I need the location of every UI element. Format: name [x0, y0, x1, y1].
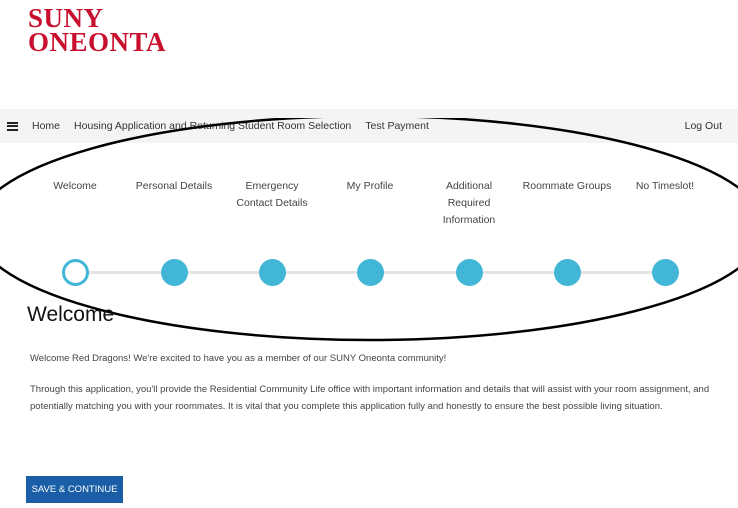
step-dot-emergency-contact[interactable]	[259, 259, 286, 286]
step-dot-personal-details[interactable]	[161, 259, 188, 286]
nav-housing-application[interactable]: Housing Application and Returning Student Room Selection	[74, 120, 352, 132]
suny-oneonta-logo[interactable]	[28, 3, 167, 57]
step-dot-welcome[interactable]	[62, 259, 89, 286]
step-label-welcome[interactable]: Welcome	[53, 180, 97, 192]
wizard-step-labels	[0, 178, 738, 238]
step-dot-no-timeslot[interactable]	[652, 259, 679, 286]
top-navbar	[0, 109, 738, 143]
step-label-additional-info[interactable]: Additional Required Information	[442, 180, 496, 226]
step-label-personal-details[interactable]: Personal Details	[135, 180, 213, 192]
save-continue-button[interactable]: SAVE & CONTINUE	[26, 476, 123, 503]
step-dot-roommate-groups[interactable]	[554, 259, 581, 286]
intro-paragraph: Through this application, you'll provide the Residential Community Life office with important information and details that will assist with your room assignment, and potentially matching you with your roommates. It is vital that you complete this application fully and honestly to ensure the best possible living situation.	[30, 384, 710, 412]
step-label-roommate-groups[interactable]: Roommate Groups	[522, 180, 612, 192]
step-label-emergency-contact[interactable]: Emergency Contact Details	[236, 180, 308, 209]
step-dot-my-profile[interactable]	[357, 259, 384, 286]
step-label-no-timeslot[interactable]: No Timeslot!	[635, 180, 695, 192]
logout-link[interactable]: Log Out	[684, 120, 722, 132]
step-label-my-profile[interactable]: My Profile	[346, 180, 394, 192]
nav-home[interactable]: Home	[32, 120, 61, 132]
welcome-paragraph: Welcome Red Dragons! We're excited to have you as a member of our SUNY Oneonta community!	[30, 353, 447, 364]
hamburger-menu-icon[interactable]	[7, 122, 18, 131]
nav-test-payment[interactable]: Test Payment	[365, 120, 429, 132]
logo-line-1: SUNY	[28, 3, 104, 33]
step-dot-additional-info[interactable]	[456, 259, 483, 286]
logo-line-2: ONEONTA	[28, 27, 167, 57]
page-title: Welcome	[27, 303, 115, 326]
